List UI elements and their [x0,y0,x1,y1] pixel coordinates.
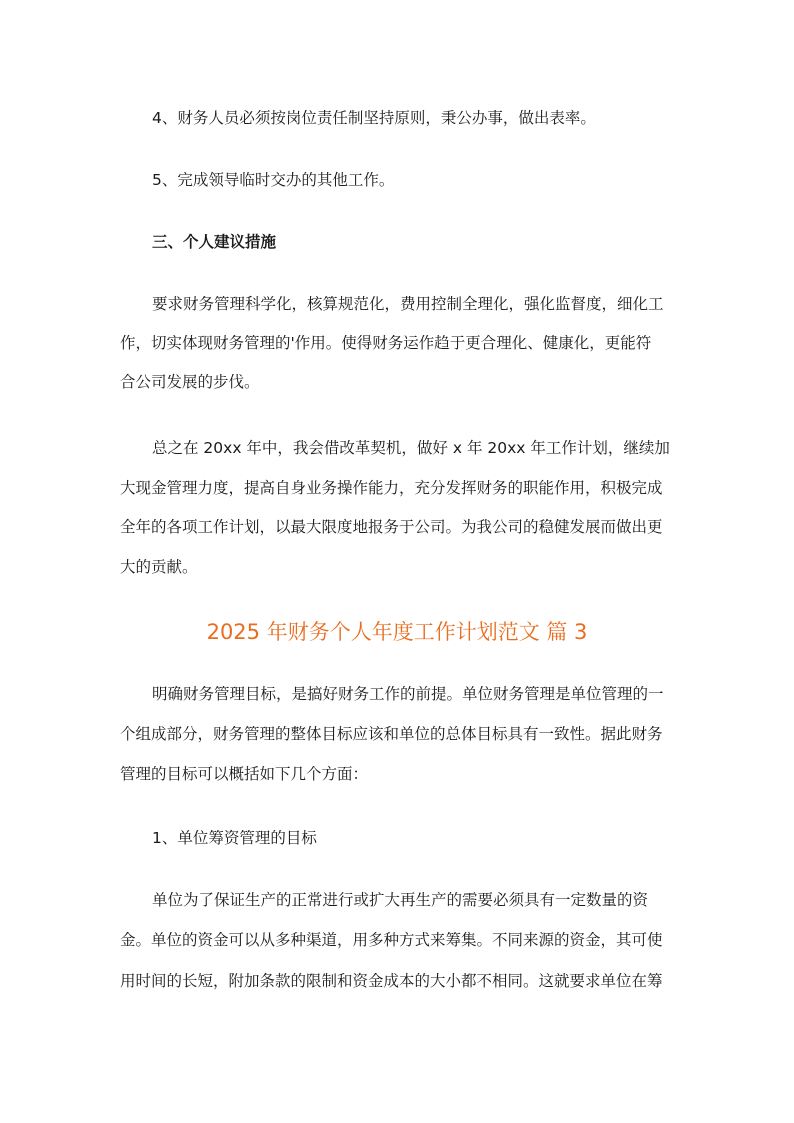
paragraph-line: 要求财务管理科学化，核算规范化，费用控制全理化，强化监督度，细化工 [152,295,664,313]
list-item-5: 5、完成领导临时交办的其他工作。 [152,171,395,189]
paragraph-line: 金。单位的资金可以从多种渠道，用多种方式来筹集。不同来源的资金，其可使 [120,931,663,949]
paragraph-line: 总之在 20xx 年中，我会借改革契机，做好 x 年 20xx 年工作计划，继续加 [152,439,670,457]
paragraph-line: 合公司发展的步伐。 [120,373,260,391]
list-item-4: 4、财务人员必须按岗位责任制坚持原则，秉公办事，做出表率。 [152,109,596,127]
paragraph-line: 明确财务管理目标，是搞好财务工作的前提。单位财务管理是单位管理的一 [152,685,664,703]
section-heading: 三、个人建议措施 [152,233,277,251]
paragraph-line: 管理的目标可以概括如下几个方面： [120,765,369,783]
paragraph-line: 用时间的长短，附加条款的限制和资金成本的大小都不相同。这就要求单位在筹 [120,972,663,990]
paragraph-line: 单位为了保证生产的正常进行或扩大再生产的需要必须具有一定数量的资 [152,891,649,909]
paragraph-line: 全年的各项工作计划，以最大限度地报务于公司。为我公司的稳健发展而做出更 [120,518,663,536]
paragraph-line: 大的贡献。 [120,558,198,576]
paragraph-line: 个组成部分，财务管理的整体目标应该和单位的总体目标具有一致性。据此财务 [120,725,663,743]
subsection-heading: 1、单位筹资管理的目标 [152,829,317,847]
paragraph-line: 大现金管理力度，提高自身业务操作能力，充分发挥财务的职能作用，积极完成 [120,479,663,497]
paragraph-line: 作，切实体现财务管理的'作用。使得财务运作趋于更合理化、健康化，更能符 [120,334,652,352]
document-title: 2025 年财务个人年度工作计划范文 篇 3 [206,620,588,644]
